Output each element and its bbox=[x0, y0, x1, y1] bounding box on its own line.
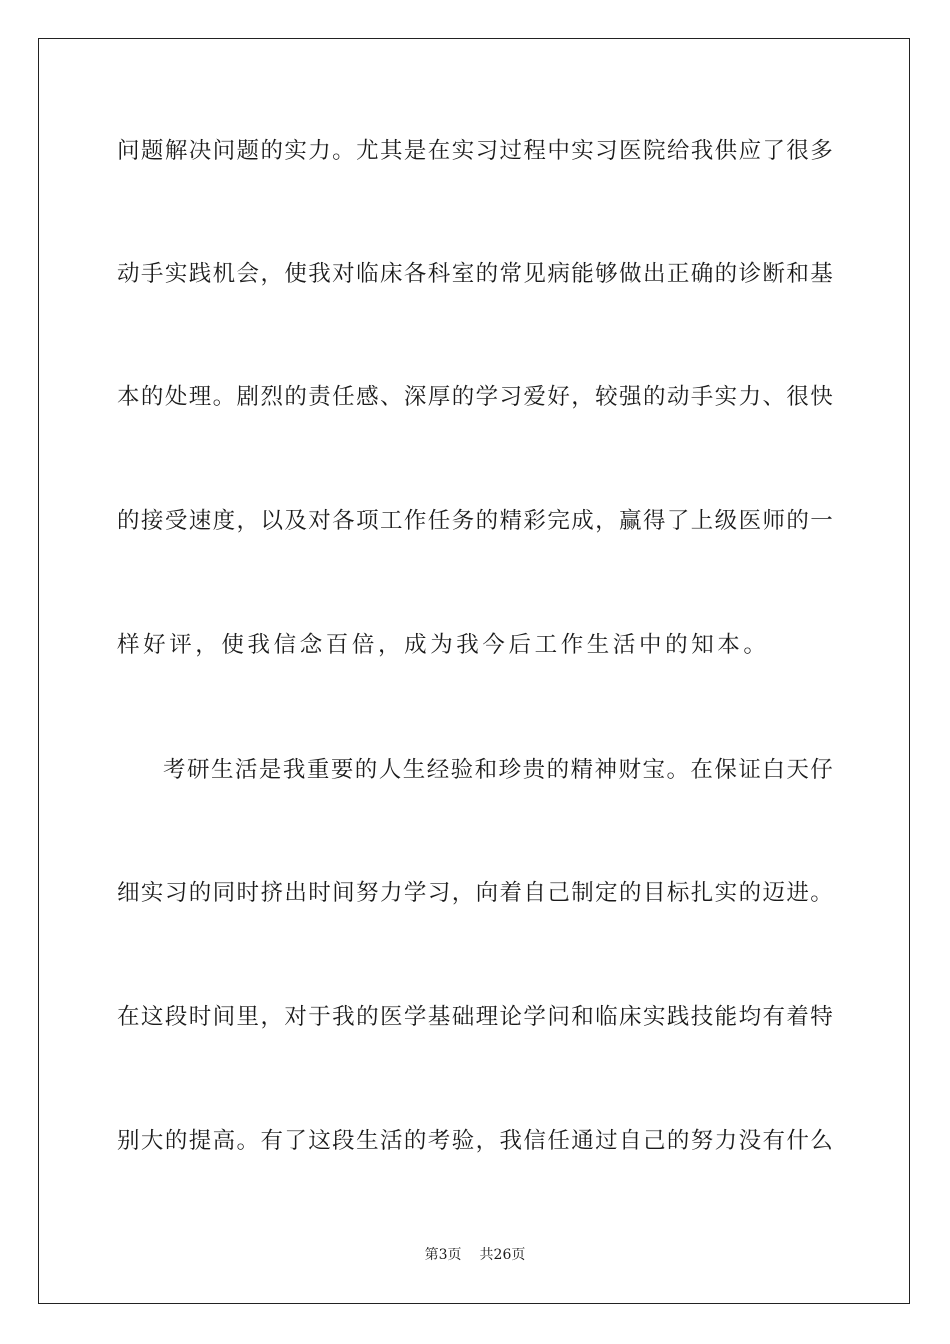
paragraph-line: 问题解决问题的实力。尤其是在实习过程中实习医院给我供应了很多 bbox=[117, 138, 833, 164]
paragraph-line: 细实习的同时挤出时间努力学习，向着自己制定的目标扎实的迈进。 bbox=[117, 880, 833, 906]
paragraph-line: 别大的提高。有了这段生活的考验，我信任通过自己的努力没有什么 bbox=[117, 1128, 833, 1154]
page-number: 第3页 bbox=[424, 1247, 462, 1263]
paragraph-line: 考研生活是我重要的人生经验和珍贵的精神财宝。在保证白天仔 bbox=[163, 757, 833, 783]
paragraph-line: 样好评，使我信念百倍，成为我今后工作生活中的知本。 bbox=[117, 632, 770, 658]
paragraph-line: 本的处理。剧烈的责任感、深厚的学习爱好，较强的动手实力、很快 bbox=[117, 384, 833, 410]
page-total: 共26页 bbox=[479, 1247, 526, 1263]
paragraph-line: 的接受速度，以及对各项工作任务的精彩完成，赢得了上级医师的一 bbox=[117, 508, 833, 534]
paragraph-line: 在这段时间里，对于我的医学基础理论学问和临床实践技能均有着特 bbox=[117, 1004, 833, 1030]
paragraph-line: 动手实践机会，使我对临床各科室的常见病能够做出正确的诊断和基 bbox=[117, 261, 833, 287]
page-footer bbox=[0, 1245, 950, 1265]
page-border bbox=[38, 38, 910, 1304]
